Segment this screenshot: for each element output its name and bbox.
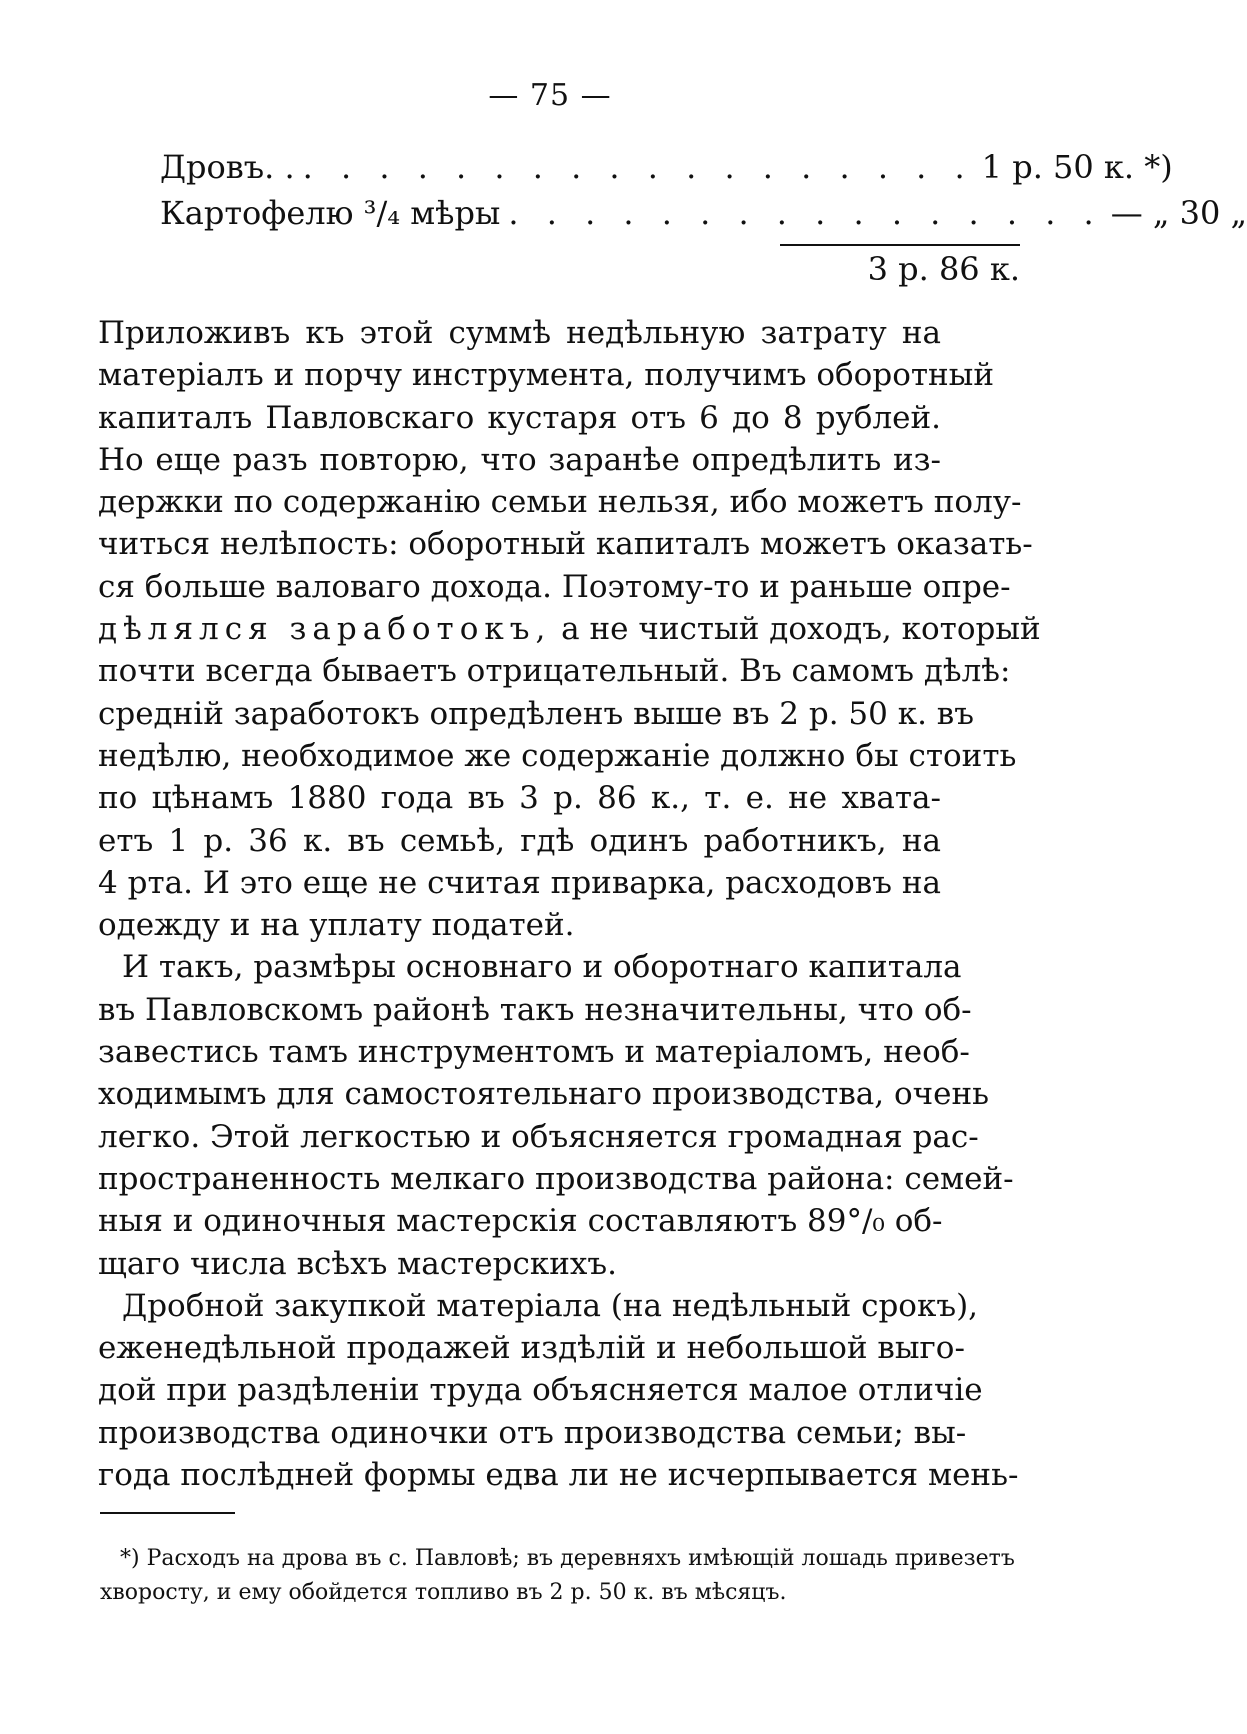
footnote-line: хворосту, и ему обойдется топливо въ 2 р. 50 к. въ мѣсяцъ.	[100, 1580, 787, 1605]
text-line: етъ 1 р. 36 к. въ семьѣ, гдѣ одинъ работникъ, на	[98, 822, 941, 859]
text-line: матеріалъ и порчу инструмента, получимъ оборотный	[98, 357, 995, 394]
text-line: дой при раздѣленіи труда объясняется малое отличіе	[98, 1372, 983, 1409]
text-line: завестись тамъ инструментомъ и матеріаломъ, необ-	[98, 1034, 970, 1071]
text-line: Приложивъ къ этой суммѣ недѣльную затрату на	[98, 315, 941, 351]
ledger-row-firewood	[160, 148, 1173, 194]
text-line: въ Павловскомъ районѣ такъ незначительны, что об-	[98, 991, 972, 1028]
text-line: еженедѣльной продажей издѣлій и небольшой выго-	[98, 1330, 965, 1367]
body-text	[98, 312, 1041, 1496]
text-line: одежду и на уплату податей.	[98, 907, 575, 944]
footnote	[100, 1542, 1015, 1610]
expense-ledger	[160, 148, 1247, 288]
text-line: почти всегда бываетъ отрицательный. Въ самомъ дѣлѣ:	[98, 653, 1011, 690]
text-line: И такъ, размѣры основнаго и оборотнаго капитала	[122, 949, 962, 986]
ledger-leader-dots: . . . . . . . . . . . . . . . . . .	[302, 148, 974, 186]
paragraph-3	[98, 1285, 1019, 1496]
spaced-emphasis: дѣлялся заработокъ,	[98, 611, 552, 648]
ledger-sum-rule	[780, 244, 1020, 246]
text-line: недѣлю, необходимое же содержаніе должно бы стоить	[98, 737, 1017, 774]
paragraph-1	[98, 312, 1041, 946]
ledger-amount: — „ 30 „	[1110, 194, 1247, 232]
text-line: Но еще разъ повторю, что заранѣе опредѣлить из-	[98, 441, 941, 478]
text-line-with-spaced-word	[98, 608, 1041, 650]
text-line: ныя и одиночныя мастерскія составляютъ 89°/₀ об-	[98, 1203, 943, 1240]
text-line: года послѣдней формы едва ли не исчерпывается мень-	[98, 1457, 1019, 1494]
text-line: Дробной закупкой матеріала (на недѣльный срокъ),	[122, 1287, 979, 1324]
text-line: ся больше валоваго дохода. Поэтому-то и раньше опре-	[98, 568, 1011, 605]
text-fragment: а не чистый доходъ, который	[561, 611, 1041, 648]
ledger-leader-dots: . . . . . . . . . . . . . . . .	[508, 194, 1103, 232]
footnote-line: *) Расходъ на дрова въ с. Павловѣ; въ деревняхъ имѣющій лошадь привезетъ	[120, 1546, 1015, 1571]
ledger-amount: 1 р. 50 к. *)	[981, 148, 1173, 186]
text-line: средній заработокъ опредѣленъ выше въ 2 р. 50 к. въ	[98, 695, 974, 732]
ledger-label: Дровъ. .	[160, 148, 295, 186]
ledger-row-potatoes	[160, 194, 1247, 240]
text-line: 4 рта. И это еще не считая приварка, расходовъ на	[98, 864, 941, 901]
page-number: — 75 —	[488, 78, 612, 113]
text-line: читься нелѣпость: оборотный капиталъ можетъ оказать-	[98, 526, 1033, 563]
paragraph-2	[98, 946, 1014, 1284]
text-line: легко. Этой легкостью и объясняется громадная рас-	[98, 1118, 979, 1155]
text-line: ходимымъ для самостоятельнаго производства, очень	[98, 1076, 990, 1113]
ledger-total: 3 р. 86 к.	[867, 250, 1020, 288]
text-line: пространенность мелкаго производства района: семей-	[98, 1160, 1014, 1197]
ledger-label: Картофелю ³/₄ мѣры	[160, 194, 501, 232]
text-line: капиталъ Павловскаго кустаря отъ 6 до 8 рублей.	[98, 399, 941, 436]
text-line: по цѣнамъ 1880 года въ 3 р. 86 к., т. е. не хвата-	[98, 780, 941, 817]
footnote-rule	[100, 1512, 235, 1514]
text-line: производства одиночки отъ производства семьи; вы-	[98, 1414, 967, 1451]
text-line: щаго числа всѣхъ мастерскихъ.	[98, 1245, 617, 1282]
text-line: держки по содержанію семьи нельзя, ибо можетъ полу-	[98, 484, 1022, 521]
